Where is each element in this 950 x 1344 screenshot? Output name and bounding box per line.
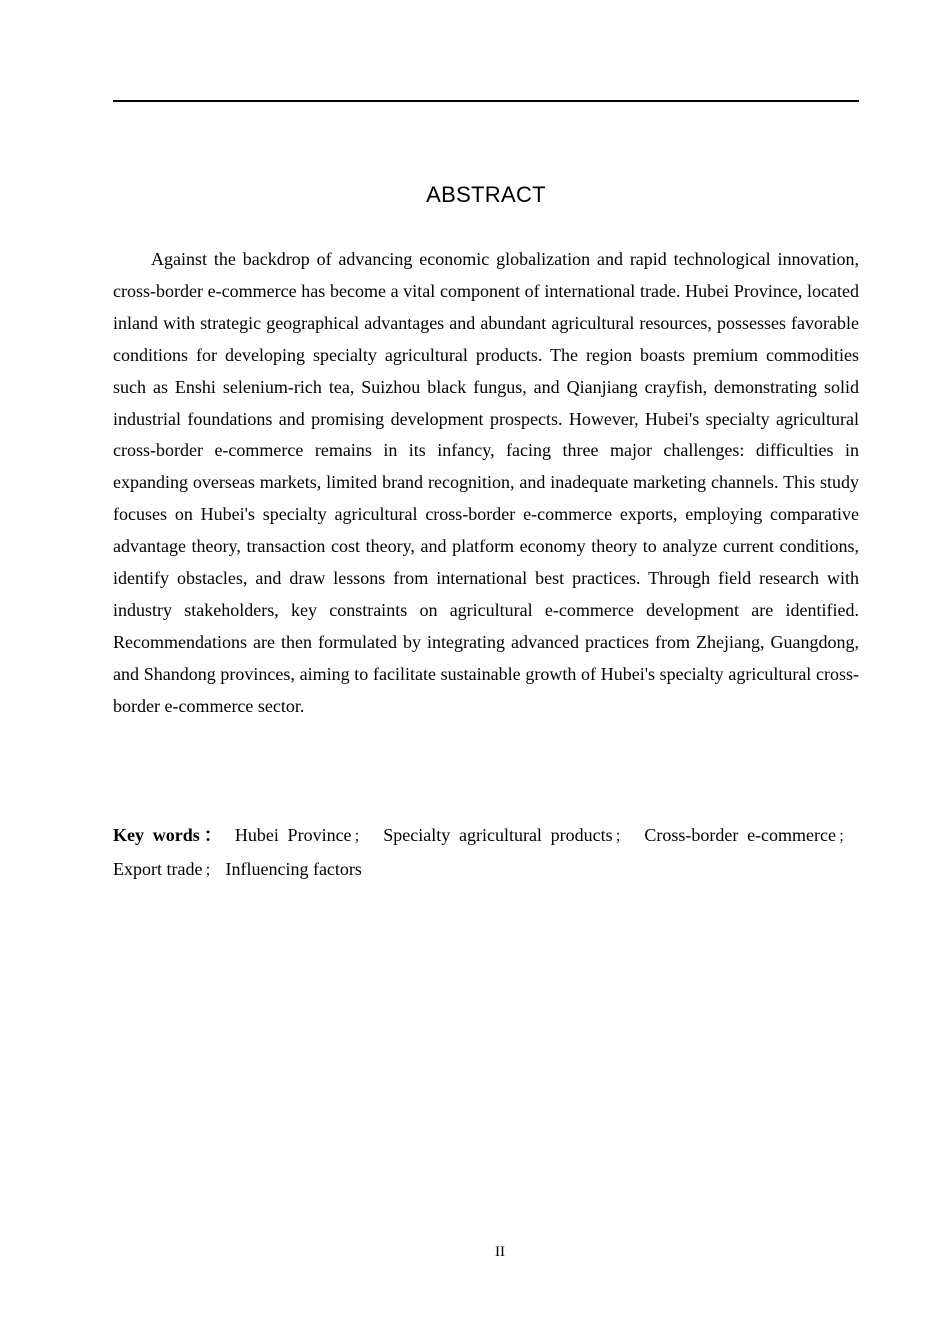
abstract-paragraph: Against the backdrop of advancing economic globalization and rapid technological innovation, cross-border e-commerce has become a vital component of international trade. Hubei Province, located inland with strategic geographical advantages and abundant agricultural resources, possesses favorable conditions for developing specialty agricultural products. The region boasts premium commodities such as Enshi selenium-rich tea, Suizhou black fungus, and Qianjiang crayfish, demonstrating solid industrial foundations and promising development prospects. However, Hubei's specialty agricultural cross-border e-commerce remains in its infancy, facing three major challenges: difficulties in expanding overseas markets, limited brand recognition, and inadequate marketing channels. This study focuses on Hubei's specialty agricultural cross-border e-commerce exports, employing comparative advantage theory, transaction cost theory, and platform economy theory to analyze current conditions, identify obstacles, and draw lessons from international best practices. Through field research with industry stakeholders, key constraints on agricultural e-commerce development are identified. Recommendations are then formulated by integrating advanced practices from Zhejiang, Guangdong, and Shandong provinces, aiming to facilitate sustainable growth of Hubei's specialty agricultural cross-border e-commerce sector. bbox=[113, 249, 859, 716]
abstract-title: ABSTRACT bbox=[426, 182, 546, 207]
keywords-line bbox=[113, 819, 859, 887]
keywords-label: Key words： bbox=[113, 825, 227, 845]
header-rule bbox=[113, 100, 859, 102]
keyword-item: Specialty agricultural products bbox=[383, 825, 613, 845]
keyword-separator: ； bbox=[353, 829, 369, 845]
keyword-item: Cross-border e-commerce bbox=[644, 825, 837, 845]
keyword-separator: ； bbox=[838, 829, 854, 845]
keyword-separator: ； bbox=[614, 829, 630, 845]
keyword-item: Export trade bbox=[113, 859, 203, 879]
keyword-separator: ； bbox=[204, 863, 220, 879]
keyword-item: Influencing factors bbox=[225, 859, 362, 879]
page-number: II bbox=[495, 1244, 505, 1260]
keyword-item: Hubei Province bbox=[234, 825, 352, 845]
